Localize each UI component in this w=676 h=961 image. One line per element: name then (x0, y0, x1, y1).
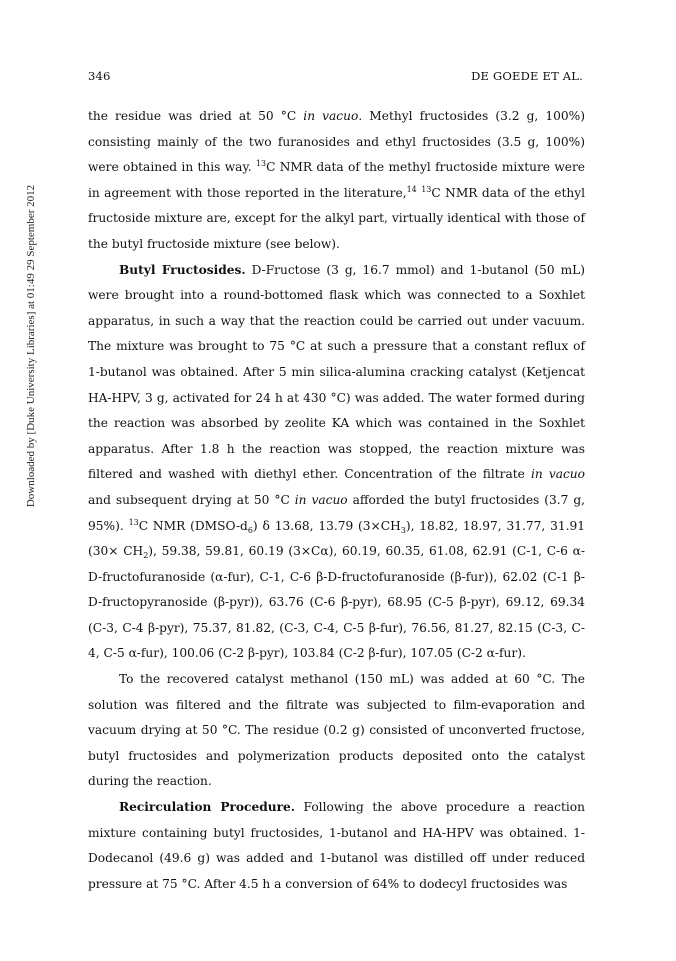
italic-run: in vacuo (294, 492, 348, 507)
italic-run: in vacuo (303, 109, 359, 123)
text-run: D-Fructose (3 g, 16.7 mmol) and 1-butanol (50 mL) were brought into a round-bottomed flask which was connected to a Soxhlet apparatus, in such a way that the reaction could be carried out under vacuum. The mixture was brought to 75 °C at such a pressure that a constant reflux of 1-butanol was obtained. After 5 min silica-alumina cracking catalyst (Ketjencat HA-HPV, 3 g, activated for 24 h at 430 °C) was added. The water formed during the reaction was absorbed by zeolite KA which was contained in the Soxhlet apparatus. After 1.8 h the reaction was stopped, the reaction mixture was filtered and washed with diethyl ether. Concentration of the filtrate (88, 262, 585, 482)
subscript: 6 (247, 525, 253, 535)
running-head: DE GOEDE ET AL. (471, 69, 583, 83)
text-run: the residue was dried at 50 °C (88, 109, 304, 123)
subscript: 3 (400, 525, 406, 535)
text-run: C NMR (DMSO-d (138, 518, 248, 533)
paragraph-1 (88, 104, 585, 258)
article-body (88, 104, 585, 897)
text-run: ), 59.38, 59.81, 60.19 (3×Cα), 60.19, 60.35, 61.08, 62.91 (C-1, C-6 α-D-fructofuranoside (α-fur), C-1, C-6 β-D-fructofuranoside (β-fur)), 62.02 (C-1 β-D-fructopyranoside (β-pyr)), 63.76 (C-6 β-pyr), 68.95 (C-5 β-pyr), 69.12, 69.34 (C-3, C-4 β-pyr), 75.37, 81.82, (C-3, C-4, C-5 β-fur), 76.56, 81.27, 82.15 (C-3, C-4, C-5 α-fur), 100.06 (C-2 β-pyr), 103.84 (C-2 β-fur), 107.05 (C-2 α-fur). (88, 544, 585, 661)
text-run: ), 18.82, 18.97, 31.77, 31.91 (30× CH (88, 518, 586, 559)
download-watermark: Downloaded by [Duke University Libraries] at 01:49 29 September 2012 (25, 184, 37, 508)
reference-superscript: 14 (406, 184, 417, 194)
paragraph-3 (88, 667, 585, 795)
text-run: and subsequent drying at 50 °C (88, 492, 295, 507)
paragraph-2 (88, 258, 585, 668)
page-number: 346 (88, 69, 111, 83)
paragraph-4 (88, 795, 585, 897)
text-run: ) δ 13.68, 13.79 (3×CH (252, 518, 401, 533)
italic-run: in vacuo (530, 467, 585, 482)
text-run: C NMR data of the methyl fructoside mixture were in agreement with those reported in the literature, (88, 160, 585, 200)
section-heading-recirculation-procedure: Recirculation Procedure. (119, 800, 296, 815)
text-run: C NMR data of the ethyl fructoside mixture are, except for the alkyl part, virtually identical with those of the butyl fructoside mixture (see below). (88, 185, 586, 251)
text-run: Following the above procedure a reaction mixture containing butyl fructosides, 1-butanol and HA-HPV was obtained. 1-Dodecanol (49.6 g) was added and 1-butanol was distilled off under reduced pressure at 75 °C. After 4.5 h a conversion of 64% to dodecyl fructosides was (88, 800, 585, 891)
superscript: 13 (128, 517, 139, 527)
superscript: 13 (421, 184, 432, 194)
superscript: 13 (255, 159, 267, 169)
text-run: afforded the butyl fructosides (3.7 g, 95%). (88, 492, 586, 533)
section-heading-butyl-fructosides: Butyl Fructosides. (119, 262, 246, 277)
text-run: To the recovered catalyst methanol (150 mL) was added at 60 °C. The solution was filtered and the filtrate was subjected to film-evaporation and vacuum drying at 50 °C. The residue (0.2 g) consisted of unconverted fructose, butyl fructosides and polymerization products deposited onto the catalyst during the reaction. (88, 672, 585, 789)
subscript: 2 (143, 551, 149, 561)
text-run: . Methyl fructosides (3.2 g, 100%) consisting mainly of the two furanosides and ethyl fructosides (3.5 g, 100%) were obtained in this way. (88, 109, 585, 175)
